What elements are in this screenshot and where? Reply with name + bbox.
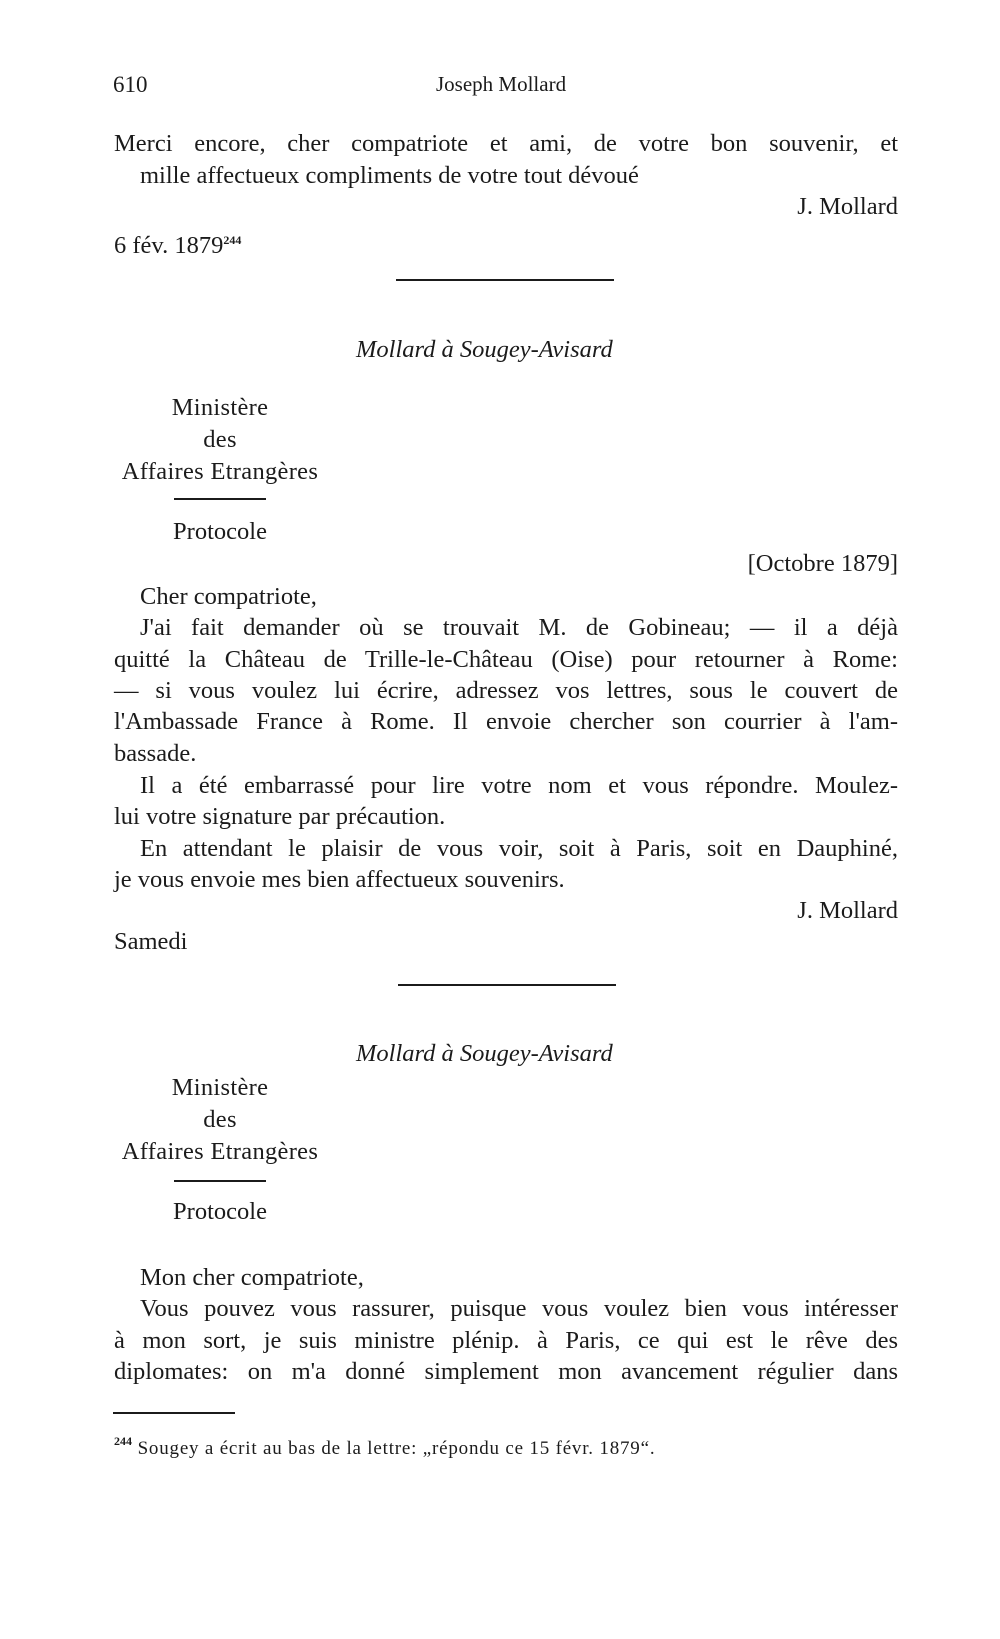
letter2-line-5: bassade. [114,740,197,767]
letter1-date [114,224,898,262]
letter2-line-8: En attendant le plaisir de vous voir, soit à Paris, soit en Dauphiné, [140,835,898,862]
letter1-line-2: mille affectueux compliments de votre tout dévoué [140,162,639,189]
letter3-line-2: à mon sort, je suis ministre plénip. à Paris, ce qui est le rêve des [114,1327,898,1354]
letter2-line-4: l'Ambassade France à Rome. Il envoie chercher son courrier à l'am- [114,708,898,735]
letter1-signature: J. Mollard [797,193,898,220]
letterhead-line-1: Ministère [171,1074,269,1101]
section-divider [396,279,614,281]
letterhead-line-2: des [203,426,237,453]
page-number: 610 [113,72,148,97]
footnote-text: Sougey a écrit au bas de la lettre: „répondu ce 15 févr. 1879“. [137,1438,656,1459]
letter2-line-1: J'ai fait demander où se trouvait M. de Gobineau; — il a déjà [140,614,898,641]
letter3-line-3: diplomates: on m'a donné simplement mon avancement régulier dans [114,1358,898,1385]
letterhead-rule [174,498,266,500]
letter2-day: Samedi [114,928,188,955]
letterhead-line-3: Affaires Etrangères [121,458,319,485]
letter1-date-text: 6 fév. 1879 [114,232,224,259]
letterhead-line-2: des [203,1106,237,1133]
letter2-salutation: Cher compatriote, [140,583,317,610]
running-title: Joseph Mollard [436,72,567,96]
letterhead-line-1: Ministère [171,394,269,421]
letter2-letterhead [100,392,340,488]
letter3-addressee: Mollard à Sougey-Avisard [356,1040,613,1067]
footnote [114,1434,655,1460]
letter2-date: [Octobre 1879] [747,550,898,577]
letter2-line-3: — si vous voulez lui écrire, adressez vos lettres, sous le couvert de [114,677,898,704]
letterhead-rule [174,1180,266,1182]
letter2-addressee: Mollard à Sougey-Avisard [356,336,613,363]
letter3-letterhead [100,1072,340,1168]
letter3-letterhead-section: Protocole [173,1198,267,1225]
letter3-salutation: Mon cher compatriote, [140,1264,364,1291]
letter1-line-1: Merci encore, cher compatriote et ami, de votre bon souvenir, et [114,130,898,157]
letter2-signature: J. Mollard [797,897,898,924]
letter2-line-6: Il a été embarrassé pour lire votre nom et vous répondre. Moulez- [140,772,898,799]
footnote-mark: 244 [114,1434,132,1448]
footnote-rule [113,1412,235,1414]
letter2-letterhead-section: Protocole [173,518,267,545]
letter2-line-9: je vous envoie mes bien affectueux souvenirs. [114,866,565,893]
letterhead-line-3: Affaires Etrangères [121,1138,319,1165]
footnote-reference: 244 [223,233,242,247]
letter3-line-1: Vous pouvez vous rassurer, puisque vous voulez bien vous intéresser [140,1295,898,1322]
letter2-line-2: quitté la Château de Trille-le-Château (Oise) pour retourner à Rome: [114,646,898,673]
section-divider [398,984,616,986]
letter2-line-7: lui votre signature par précaution. [114,803,446,830]
